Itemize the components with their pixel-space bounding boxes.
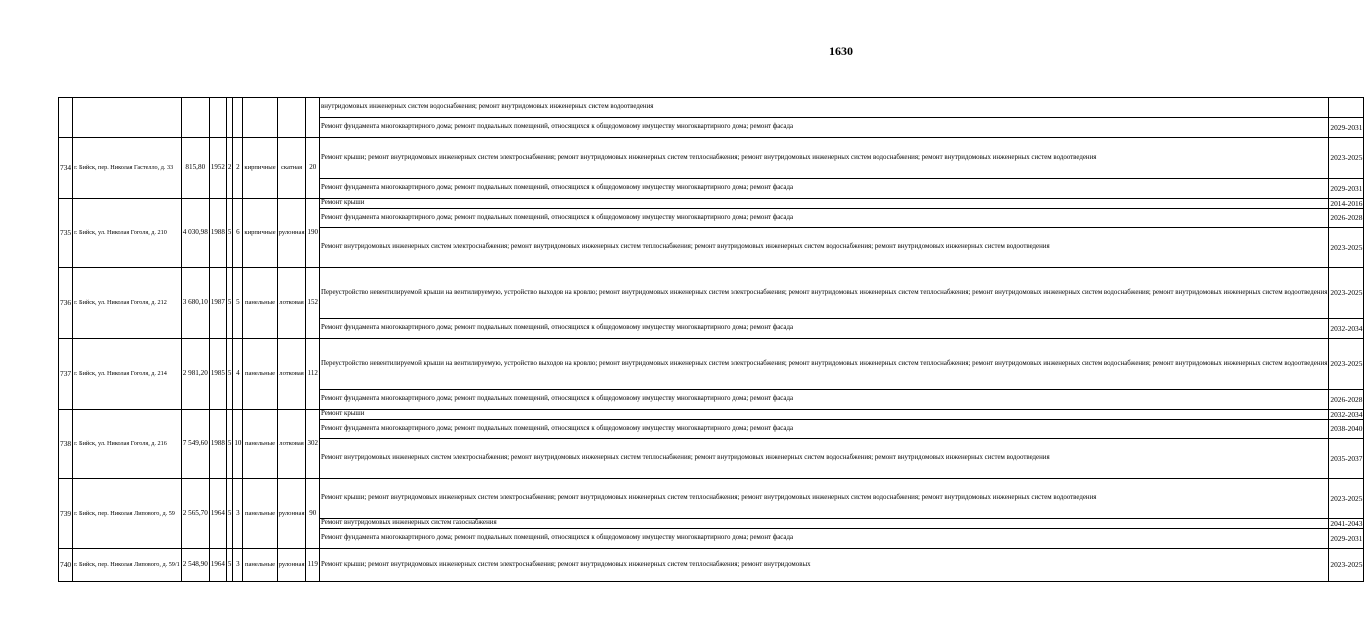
table-row [59,549,1364,582]
work-description-cell: Ремонт фундамента многоквартирного дома; ремонт подвальных помещений, относящихся к общедомовому имуществу многоквартирного дома; ремонт фасада [319,179,1328,199]
walls-material-cell: панельные [243,268,277,339]
area-cell: 2 981,20 [181,339,209,410]
walls-material-cell: панельные [243,410,277,479]
address-cell [73,98,182,138]
address-cell: г. Бийск, пер. Николая Липового, д. 59/1 [73,549,182,582]
work-description-cell: Ремонт внутридомовых инженерных систем электроснабжения; ремонт внутридомовых инженерных систем теплоснабжения; ремонт внутридомовых инженерных систем водоснабжения; ремонт внутридомовых инженерных систем водоотведения [319,439,1328,479]
table-row [59,138,1364,179]
floors-cell: 5 [226,410,233,479]
work-description-cell: Переустройство невентилируемой крыши на вентилируемую, устройство выходов на кровлю; ремонт внутридомовых инженерных систем электроснабжения; ремонт внутридомовых инженерных систем теплоснабжения; ремонт внутридомовых инженерных систем водоснабжения; ремонт внутридомовых инженерных систем водоотведения [319,268,1328,319]
work-period-cell: 2023-2025 [1329,268,1364,319]
apartments-cell: 112 [306,339,320,410]
work-description-cell: Ремонт крыши; ремонт внутридомовых инженерных систем электроснабжения; ремонт внутридомовых инженерных систем теплоснабжения; ремонт внутридомовых инженерных систем водоснабжения; ремонт внутридомовых инженерных систем водоотведения [319,479,1328,519]
walls-material-cell: панельные [243,479,277,549]
roof-type-cell [277,98,306,138]
table-row [59,479,1364,519]
entrances-cell: 3 [233,479,243,549]
work-description-cell: Ремонт фундамента многоквартирного дома; ремонт подвальных помещений, относящихся к общедомовому имуществу многоквартирного дома; ремонт фасада [319,319,1328,339]
walls-material-cell: панельные [243,549,277,582]
apartments-cell: 90 [306,479,320,549]
work-description-cell: Ремонт фундамента многоквартирного дома; ремонт подвальных помещений, относящихся к общедомовому имуществу многоквартирного дома; ремонт фасада [319,390,1328,410]
apartments-cell: 302 [306,410,320,479]
page-number: 1630 [829,44,853,58]
area-cell [181,98,209,138]
floors-cell: 2 [226,138,233,199]
work-period-cell: 2029-2031 [1329,529,1364,549]
year-cell: 1964 [209,479,226,549]
floors-cell: 5 [226,549,233,582]
work-period-cell: 2038-2040 [1329,420,1364,439]
work-description-cell: Ремонт фундамента многоквартирного дома; ремонт подвальных помещений, относящихся к общедомовому имуществу многоквартирного дома; ремонт фасада [319,209,1328,228]
work-period-cell: 2029-2031 [1329,179,1364,199]
roof-type-cell: рулонная [277,549,306,582]
year-cell: 1988 [209,199,226,268]
roof-type-cell: лотковая [277,339,306,410]
house-number-cell: 739 [59,479,73,549]
work-description-cell: Ремонт внутридомовых инженерных систем электроснабжения; ремонт внутридомовых инженерных систем теплоснабжения; ремонт внутридомовых инженерных систем водоснабжения; ремонт внутридомовых инженерных систем водоотведения [319,228,1328,268]
entrances-cell: 10 [233,410,243,479]
table-row [59,339,1364,390]
house-number-cell [59,98,73,138]
work-period-cell: 2026-2028 [1329,209,1364,228]
work-period-cell: 2023-2025 [1329,339,1364,390]
year-cell: 1987 [209,268,226,339]
walls-material-cell: панельные [243,339,277,410]
area-cell: 815,80 [181,138,209,199]
work-period-cell: 2014-2016 [1330,198,1363,208]
entrances-cell: 5 [233,268,243,339]
roof-type-cell: скатная [277,138,306,199]
roof-type-cell: лотковая [277,410,306,479]
work-description-cell: Ремонт внутридомовых инженерных систем газоснабжения [319,519,1328,529]
roof-type-cell: лотковая [277,268,306,339]
work-period-cell: 2023-2025 [1329,228,1364,268]
apartments-cell: 152 [306,268,320,339]
house-number-cell: 740 [59,549,73,582]
repair-schedule-table [58,97,1364,582]
table-row [59,410,1364,420]
year-cell: 1964 [209,549,226,582]
address-cell: г. Бийск, ул. Николая Гоголя, д. 210 [73,199,182,268]
area-cell: 4 030,98 [181,199,209,268]
work-period-cell: 2035-2037 [1329,439,1364,479]
work-period-cell: 2023-2025 [1329,549,1364,582]
entrances-cell: 2 [233,138,243,199]
address-cell: г. Бийск, ул. Николая Гоголя, д. 216 [73,410,182,479]
area-cell: 7 549,60 [181,410,209,479]
work-period-cell: 2032-2034 [1329,319,1364,339]
house-number-cell: 734 [59,138,73,199]
house-number-cell: 735 [59,199,73,268]
table-row [59,268,1364,319]
address-cell: г. Бийск, ул. Николая Гоголя, д. 214 [73,339,182,410]
work-description-cell: Ремонт крыши; ремонт внутридомовых инженерных систем электроснабжения; ремонт внутридомовых инженерных систем теплоснабжения; ремонт внутридомовых [319,549,1328,582]
floors-cell: 5 [226,339,233,410]
walls-material-cell [243,98,277,138]
entrances-cell: 6 [233,199,243,268]
work-description-cell: Ремонт крыши [319,199,1328,209]
work-period-cell: 2023-2025 [1329,138,1364,179]
work-description-cell: Переустройство невентилируемой крыши на вентилируемую, устройство выходов на кровлю; ремонт внутридомовых инженерных систем электроснабжения; ремонт внутридомовых инженерных систем теплоснабжения; ремонт внутридомовых инженерных систем водоснабжения; ремонт внутридомовых инженерных систем водоотведения [319,339,1328,390]
entrances-cell: 4 [233,339,243,410]
address-cell: г. Бийск, пер. Николая Гастелло, д. 33 [73,138,182,199]
house-number-cell: 737 [59,339,73,410]
entrances-cell [233,98,243,138]
apartments-cell [306,98,320,138]
year-cell: 1952 [209,138,226,199]
house-number-cell: 736 [59,268,73,339]
apartments-cell: 190 [306,199,320,268]
work-description-cell: Ремонт фундамента многоквартирного дома; ремонт подвальных помещений, относящихся к общедомовому имуществу многоквартирного дома; ремонт фасада [319,420,1328,439]
address-cell: г. Бийск, ул. Николая Гоголя, д. 212 [73,268,182,339]
area-cell: 2 565,70 [181,479,209,549]
floors-cell: 5 [226,479,233,549]
year-cell: 1988 [209,410,226,479]
floors-cell: 5 [226,199,233,268]
year-cell [209,98,226,138]
walls-material-cell: кирпичные [243,199,277,268]
year-cell: 1985 [209,339,226,410]
work-period-cell: 2023-2025 [1329,479,1364,519]
table-row [59,199,1364,209]
area-cell: 2 548,90 [181,549,209,582]
work-period-cell: 2029-2031 [1329,118,1364,138]
address-cell: г. Бийск, пер. Николая Липового, д. 59 [73,479,182,549]
roof-type-cell: рулонная [277,479,306,549]
work-description-cell: Ремонт крыши [319,410,1328,420]
walls-material-cell: кирпичные [243,138,277,199]
work-period-cell [1329,98,1364,118]
work-description-cell: Ремонт крыши; ремонт внутридомовых инженерных систем электроснабжения; ремонт внутридомовых инженерных систем теплоснабжения; ремонт внутридомовых инженерных систем водоснабжения; ремонт внутридомовых инженерных систем водоотведения [319,138,1328,179]
entrances-cell: 3 [233,549,243,582]
work-description-cell: внутридомовых инженерных систем водоснабжения; ремонт внутридомовых инженерных систем водоотведения [319,98,1328,118]
area-cell: 3 680,10 [181,268,209,339]
work-description-cell: Ремонт фундамента многоквартирного дома; ремонт подвальных помещений, относящихся к общедомовому имуществу многоквартирного дома; ремонт фасада [319,529,1328,549]
house-number-cell: 738 [59,410,73,479]
work-description-cell: Ремонт фундамента многоквартирного дома; ремонт подвальных помещений, относящихся к общедомовому имуществу многоквартирного дома; ремонт фасада [319,118,1328,138]
work-period-cell: 2026-2028 [1329,390,1364,410]
work-period-cell: 2032-2034 [1330,409,1363,419]
floors-cell: 5 [226,268,233,339]
table-row [59,98,1364,118]
apartments-cell: 20 [306,138,320,199]
work-period-cell: 2041-2043 [1330,518,1363,528]
apartments-cell: 119 [306,549,320,582]
roof-type-cell: рулонная [277,199,306,268]
